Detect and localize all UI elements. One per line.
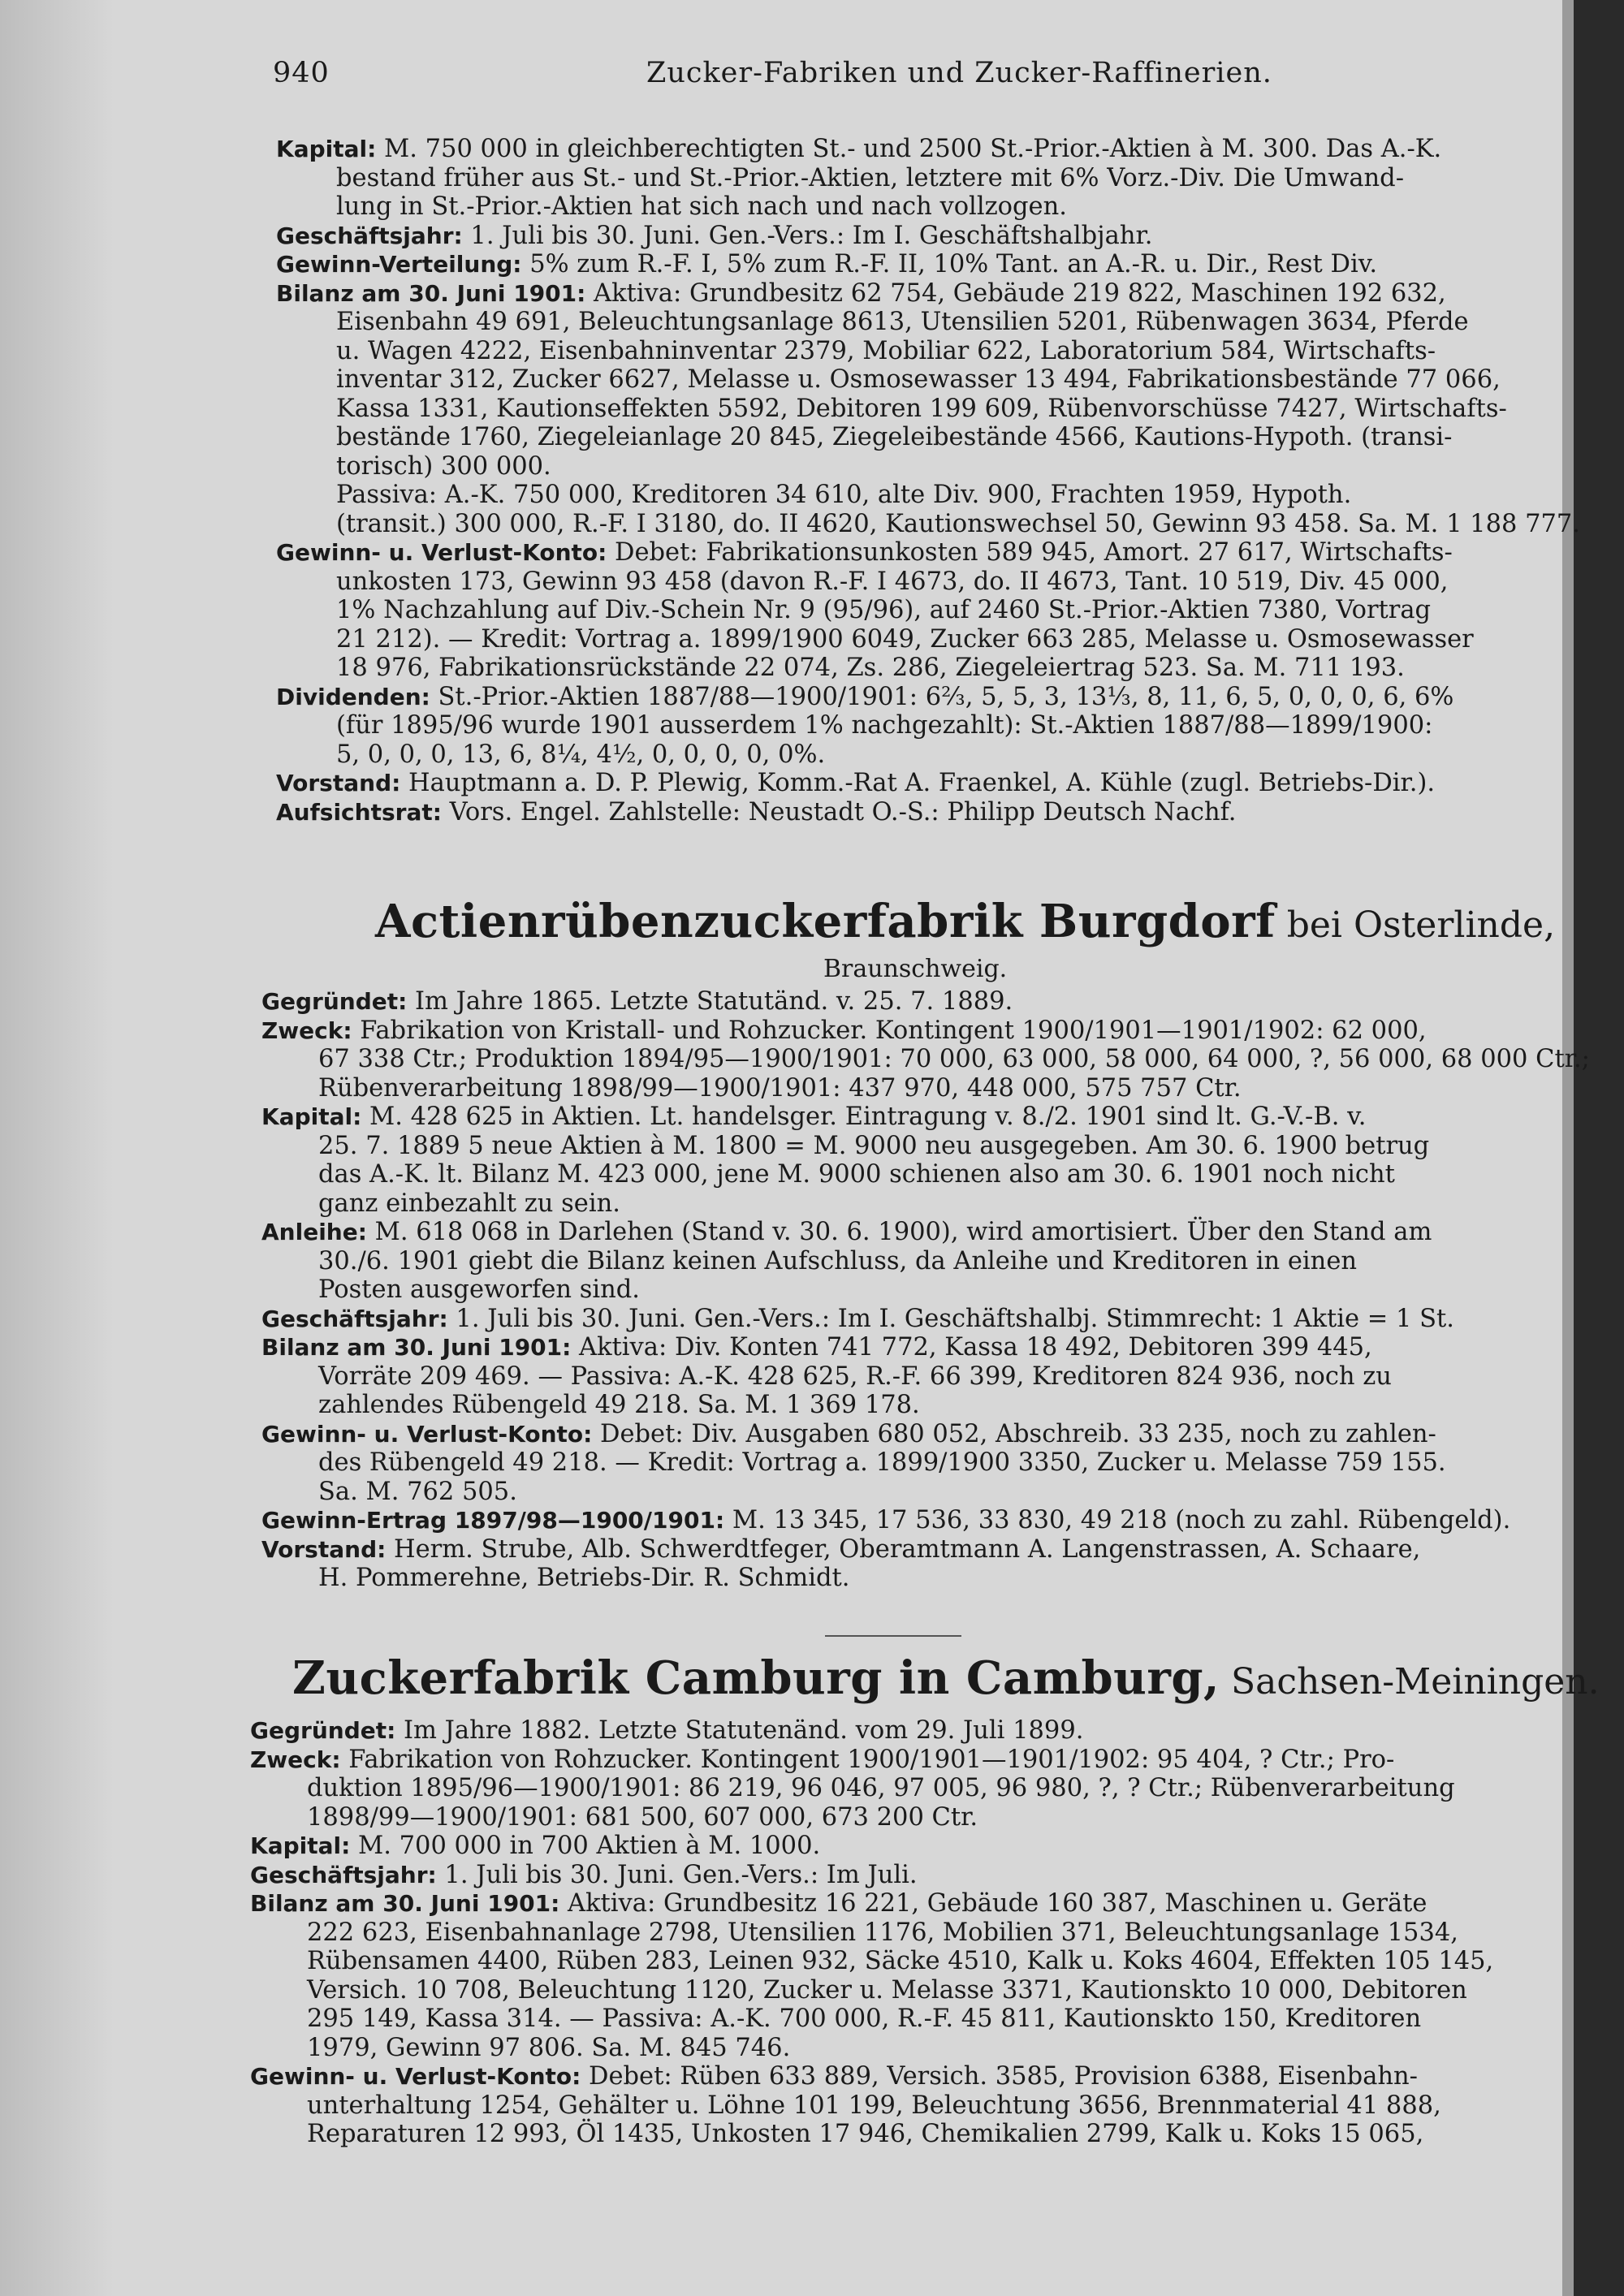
entry-text: Rübensamen 4400, Rüben 283, Leinen 932, Säcke 4510, Kalk u. Koks 4604, Effekten 105 145, [307, 1947, 1494, 1975]
text-line [276, 538, 1580, 568]
text-line [276, 279, 1580, 309]
text-line [276, 164, 1580, 193]
entry-text: Debet: Div. Ausgaben 680 052, Abschreib. 33 235, noch zu zahlen- [592, 1419, 1436, 1448]
entry-text: das A.-K. lt. Bilanz M. 423 000, jene M. 9000 schienen also am 30. 6. 1901 noch nicht [318, 1160, 1395, 1189]
text-line [276, 423, 1580, 452]
entry-text: duktion 1895/96—1900/1901: 86 219, 96 046, 97 005, 96 980, ?, ? Ctr.; Rübenverarbeitung [307, 1774, 1455, 1802]
text-line [250, 2091, 1493, 2121]
entry-text: Kassa 1331, Kautionseffekten 5592, Debitoren 199 609, Rübenvorschüsse 7427, Wirtschafts- [336, 394, 1507, 423]
text-line [276, 625, 1580, 654]
entry-label: Dividenden: [276, 683, 430, 710]
text-line [276, 481, 1580, 510]
text-line [261, 1362, 1590, 1392]
text-line [250, 1918, 1493, 1948]
text-line [276, 452, 1580, 481]
entry-text: bestand früher aus St.- und St.-Prior.-Aktien, letztere mit 6% Vorz.-Div. Die Umwand- [336, 163, 1404, 192]
text-line [276, 250, 1580, 279]
section-2-title [375, 895, 1555, 948]
text-line [261, 1535, 1590, 1564]
entry-text: Herm. Strube, Alb. Schwerdtfeger, Oberamtmann A. Langenstrassen, A. Schaare, [386, 1534, 1421, 1564]
text-line [276, 798, 1580, 827]
entry-text: Vorräte 209 469. — Passiva: A.-K. 428 625, R.-F. 66 399, Kreditoren 824 936, noch zu [318, 1362, 1392, 1391]
text-line [261, 1478, 1590, 1507]
entry-text: lung in St.-Prior.-Aktien hat sich nach und nach vollzogen. [336, 192, 1067, 221]
entry-text: (für 1895/96 wurde 1901 ausserdem 1% nachgezahlt): St.-Aktien 1887/88—1899/1900: [336, 711, 1433, 740]
entry-text: u. Wagen 4222, Eisenbahninventar 2379, Mobiliar 622, Laboratorium 584, Wirtschafts- [336, 336, 1436, 365]
text-line [261, 1448, 1590, 1478]
text-line [261, 987, 1590, 1016]
entry-label: Bilanz am 30. Juni 1901: [276, 279, 586, 307]
text-line [250, 1889, 1493, 1918]
running-header [273, 57, 1572, 97]
entry-text: Debet: Rüben 633 889, Versich. 3585, Provision 6388, Eisenbahn- [581, 2062, 1418, 2091]
entry-label: Geschäftsjahr: [276, 222, 463, 249]
entry-label: Gewinn-Ertrag 1897/98—1900/1901: [261, 1507, 725, 1534]
entry-text: 25. 7. 1889 5 neue Aktien à M. 1800 = M. 9000 neu ausgegeben. Am 30. 6. 1900 betrug [318, 1131, 1430, 1160]
entry-label: Geschäftsjahr: [250, 1861, 437, 1888]
text-line [276, 510, 1580, 539]
entry-text: 5% zum R.-F. I, 5% zum R.-F. II, 10% Tant. an A.-R. u. Dir., Rest Div. [521, 250, 1378, 278]
entry-text: unkosten 173, Gewinn 93 458 (davon R.-F. I 4673, do. II 4673, Tant. 10 519, Div. 45 000, [336, 567, 1449, 596]
text-line [276, 596, 1580, 625]
text-line [250, 1803, 1493, 1832]
entry-label: Kapital: [276, 136, 377, 162]
entry-text: Aktiva: Grundbesitz 62 754, Gebäude 219 822, Maschinen 192 632, [585, 278, 1446, 308]
text-line [250, 1947, 1493, 1976]
entry-text: Vors. Engel. Zahlstelle: Neustadt O.-S.: Philipp Deutsch Nachf. [441, 797, 1237, 826]
text-line [261, 1218, 1590, 1247]
text-line [250, 1861, 1493, 1890]
entry-text: 30./6. 1901 giebt die Bilanz keinen Aufschluss, da Anleihe und Kreditoren in einen [318, 1246, 1358, 1275]
entry-text: inventar 312, Zucker 6627, Melasse u. Osmosewasser 13 494, Fabrikationsbestände 77 066, [336, 365, 1501, 394]
entry-text: H. Pommerehne, Betriebs-Dir. R. Schmidt. [318, 1564, 850, 1592]
text-line [276, 568, 1580, 597]
text-line [250, 2005, 1493, 2034]
section-2-company-name: Actienrübenzuckerfabrik Burgdorf [375, 895, 1276, 948]
text-line [276, 365, 1580, 395]
section-2-location: bei Osterlinde, [1275, 904, 1556, 946]
text-line [261, 1074, 1590, 1103]
entry-text: M. 13 345, 17 536, 33 830, 49 218 (noch zu zahl. Rübengeld). [724, 1506, 1511, 1534]
entry-text: 67 338 Ctr.; Produktion 1894/95—1900/1901: 70 000, 63 000, 58 000, 64 000, ?, 56 000, 68 000 Ctr.; [318, 1045, 1590, 1073]
entry-text: unterhaltung 1254, Gehälter u. Löhne 101 199, Beleuchtung 3656, Brennmaterial 41 888, [307, 2091, 1441, 2120]
text-line [261, 1506, 1590, 1535]
text-line [261, 1247, 1590, 1276]
text-line [276, 654, 1580, 683]
section-2-subtitle: Braunschweig. [823, 955, 1008, 983]
entry-label: Aufsichtsrat: [276, 798, 442, 826]
entry-text: (transit.) 300 000, R.-F. I 3180, do. II 4620, Kautionswechsel 50, Gewinn 93 458. Sa. M. 1 188 777. [336, 509, 1580, 538]
text-line [276, 740, 1580, 770]
entry-text: Hauptmann a. D. P. Plewig, Komm.-Rat A. Fraenkel, A. Kühle (zugl. Betriebs-Dir.). [400, 769, 1436, 797]
entry-text: M. 750 000 in gleichberechtigten St.- und 2500 St.-Prior.-Aktien à M. 300. Das A.-K. [376, 135, 1442, 163]
text-line [261, 1564, 1590, 1593]
text-line [250, 1976, 1493, 2005]
entry-label: Kapital: [261, 1103, 362, 1130]
entry-text: Aktiva: Grundbesitz 16 221, Gebäude 160 387, Maschinen u. Geräte [559, 1889, 1427, 1918]
entry-text: Passiva: A.-K. 750 000, Kreditoren 34 610, alte Div. 900, Frachten 1959, Hypoth. [336, 481, 1352, 509]
entry-text: M. 618 068 in Darlehen (Stand v. 30. 6. 1900), wird amortisiert. Über den Stand am [366, 1218, 1432, 1246]
entry-label: Kapital: [250, 1832, 351, 1859]
entry-text: Sa. M. 762 505. [318, 1477, 517, 1506]
entry-text: Reparaturen 12 993, Öl 1435, Unkosten 17 946, Chemikalien 2799, Kalk u. Koks 15 065, [307, 2120, 1424, 2148]
entry-text: St.-Prior.-Aktien 1887/88—1900/1901: 6⅔, 5, 5, 3, 13⅓, 8, 11, 6, 5, 0, 0, 0, 6, 6% [430, 682, 1454, 711]
entry-text: Aktiva: Div. Konten 741 772, Kassa 18 492, Debitoren 399 445, [571, 1333, 1372, 1362]
text-line [250, 1746, 1493, 1775]
entry-text: 1. Juli bis 30. Juni. Gen.-Vers.: Im I. Geschäftshalbj. Stimmrecht: 1 Aktie = 1 St. [447, 1304, 1454, 1333]
text-line [250, 2120, 1493, 2149]
entry-text: Versich. 10 708, Beleuchtung 1120, Zucker u. Melasse 3371, Kautionskto 10 000, Debitoren [307, 1975, 1467, 2005]
entry-text: ganz einbezahlt zu sein. [318, 1189, 620, 1218]
entry-text: 1. Juli bis 30. Juni. Gen.-Vers.: Im Juli. [436, 1860, 918, 1889]
text-line [250, 1774, 1493, 1803]
text-line [276, 683, 1580, 712]
entry-text: des Rübengeld 49 218. — Kredit: Vortrag a. 1899/1900 3350, Zucker u. Melasse 759 155. [318, 1448, 1446, 1477]
entry-label: Gewinn- u. Verlust-Konto: [276, 539, 607, 566]
entry-label: Gewinn- u. Verlust-Konto: [250, 2063, 581, 2090]
entry-text: Im Jahre 1882. Letzte Statutenänd. vom 29. Juli 1899. [395, 1716, 1084, 1745]
entry-label: Zweck: [250, 1746, 341, 1773]
entry-text: 1979, Gewinn 97 806. Sa. M. 845 746. [307, 2033, 791, 2062]
entry-text: zahlendes Rübengeld 49 218. Sa. M. 1 369 178. [318, 1391, 920, 1419]
entry-text: Im Jahre 1865. Letzte Statutänd. v. 25. 7. 1889. [407, 987, 1013, 1016]
page-spine-shadow [0, 0, 114, 2296]
running-title: Zucker-Fabriken und Zucker-Raffinerien. [646, 57, 1272, 89]
text-line [250, 1832, 1493, 1861]
entry-text: 295 149, Kassa 314. — Passiva: A.-K. 700 000, R.-F. 45 811, Kautionskto 150, Kreditoren [307, 2005, 1422, 2033]
text-line [276, 222, 1580, 251]
entry-label: Gewinn- u. Verlust-Konto: [261, 1420, 593, 1448]
text-line [261, 1132, 1590, 1161]
text-line [261, 1160, 1590, 1189]
section-1-body [276, 135, 1580, 826]
entry-label: Gegründet: [250, 1717, 396, 1744]
section-3-location: Sachsen-Meiningen. [1220, 1661, 1600, 1703]
entry-label: Bilanz am 30. Juni 1901: [261, 1334, 572, 1361]
entry-label: Vorstand: [261, 1535, 387, 1563]
entry-text: bestände 1760, Ziegeleianlage 20 845, Ziegeleibestände 4566, Kautions-Hypoth. (transi- [336, 423, 1453, 451]
entry-text: 1% Nachzahlung auf Div.-Schein Nr. 9 (95/96), auf 2460 St.-Prior.-Aktien 7380, Vortrag [336, 596, 1432, 624]
entry-text: M. 700 000 in 700 Aktien à M. 1000. [350, 1832, 821, 1860]
entry-text: 5, 0, 0, 0, 13, 6, 8¼, 4½, 0, 0, 0, 0, 0%. [336, 740, 826, 769]
text-line [261, 1420, 1590, 1449]
section-3-title [292, 1651, 1600, 1705]
text-line [261, 1045, 1590, 1074]
text-line [250, 1716, 1493, 1746]
text-line [261, 1189, 1590, 1219]
entry-text: Debet: Fabrikationsunkosten 589 945, Amort. 27 617, Wirtschafts- [607, 538, 1453, 567]
text-line [250, 2062, 1493, 2091]
text-line [276, 308, 1580, 337]
entry-label: Bilanz am 30. Juni 1901: [250, 1890, 560, 1917]
entry-text: 1. Juli bis 30. Juni. Gen.-Vers.: Im I. Geschäftshalbjahr. [462, 221, 1153, 250]
section-3-company-name: Zuckerfabrik Camburg in Camburg, [292, 1651, 1220, 1705]
text-line [261, 1016, 1590, 1046]
entry-text: Eisenbahn 49 691, Beleuchtungsanlage 8613, Utensilien 5201, Rübenwagen 3634, Pferde [336, 308, 1469, 336]
page-number: 940 [273, 57, 330, 89]
entry-text: 222 623, Eisenbahnanlage 2798, Utensilien 1176, Mobilien 371, Beleuchtungsanlage 1534, [307, 1918, 1458, 1947]
section-3-body [250, 1716, 1493, 2149]
entry-label: Gewinn-Verteilung: [276, 251, 522, 278]
entry-label: Zweck: [261, 1016, 352, 1044]
text-line [276, 711, 1580, 740]
text-line [261, 1333, 1590, 1362]
entry-text: Rübenverarbeitung 1898/99—1900/1901: 437 970, 448 000, 575 757 Ctr. [318, 1073, 1242, 1103]
text-line [261, 1305, 1590, 1334]
entry-text: Fabrikation von Kristall- und Rohzucker. Kontingent 1900/1901—1901/1902: 62 000, [352, 1016, 1427, 1045]
entry-text: Posten ausgeworfen sind. [318, 1275, 640, 1304]
text-line [261, 1103, 1590, 1132]
entry-text: Fabrikation von Rohzucker. Kontingent 1900/1901—1901/1902: 95 404, ? Ctr.; Pro- [340, 1745, 1395, 1774]
section-2-body [261, 987, 1590, 1593]
entry-text: torisch) 300 000. [336, 451, 551, 481]
entry-label: Vorstand: [276, 770, 401, 796]
text-line [276, 135, 1580, 164]
entry-label: Gegründet: [261, 988, 408, 1015]
text-line [261, 1275, 1590, 1305]
entry-text: 1898/99—1900/1901: 681 500, 607 000, 673 200 Ctr. [307, 1802, 978, 1832]
section-divider [825, 1635, 961, 1637]
text-line [250, 2034, 1493, 2063]
text-line [276, 395, 1580, 424]
entry-label: Anleihe: [261, 1219, 367, 1245]
entry-text: 18 976, Fabrikationsrückstände 22 074, Zs. 286, Ziegeleiertrag 523. Sa. M. 711 193. [336, 654, 1405, 682]
text-line [276, 192, 1580, 222]
entry-label: Geschäftsjahr: [261, 1305, 448, 1332]
text-line [261, 1391, 1590, 1420]
text-line [276, 337, 1580, 366]
entry-text: M. 428 625 in Aktien. Lt. handelsger. Eintragung v. 8./2. 1901 sind lt. G.-V.-B. v. [361, 1103, 1367, 1131]
text-line [276, 769, 1580, 798]
entry-text: 21 212). — Kredit: Vortrag a. 1899/1900 6049, Zucker 663 285, Melasse u. Osmosewasser [336, 624, 1474, 654]
